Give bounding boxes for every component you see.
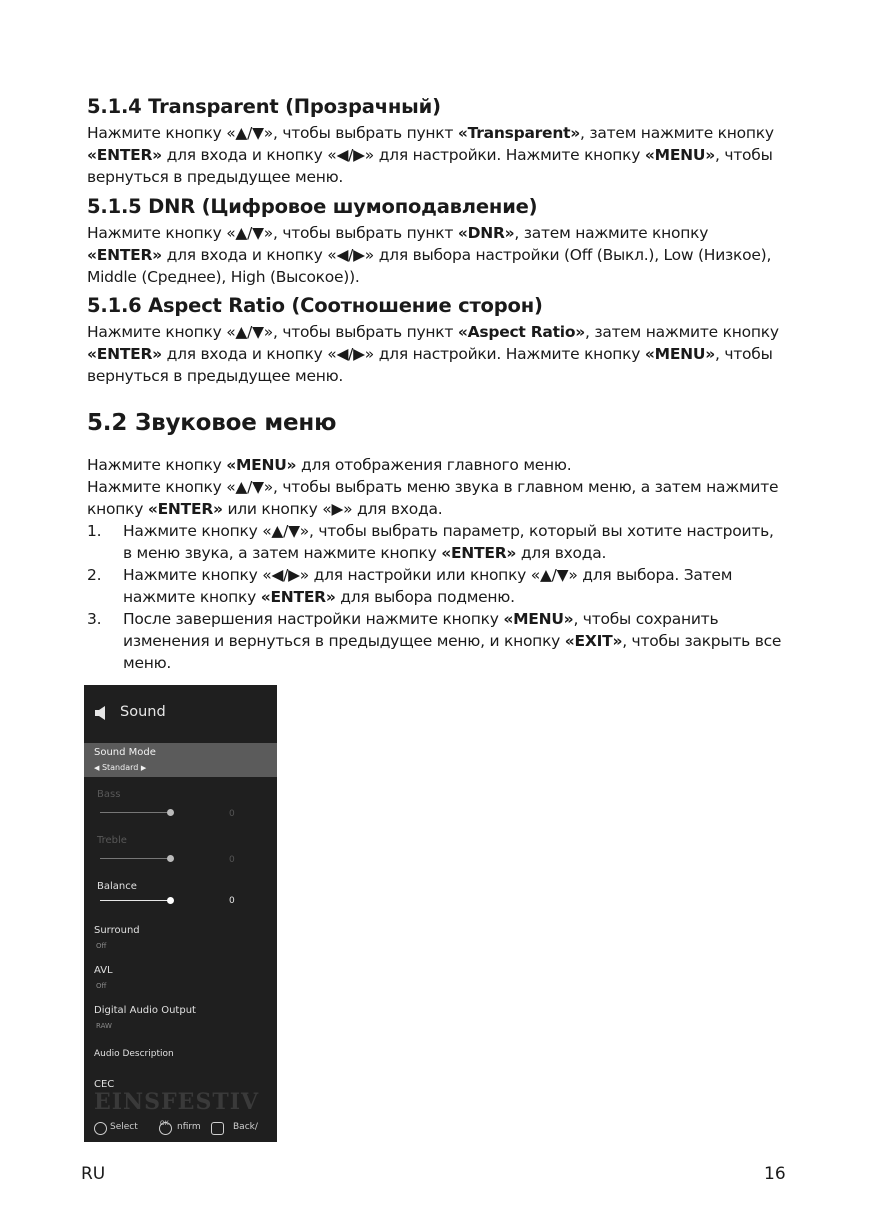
- slider-track: [100, 900, 170, 901]
- page-language: RU: [81, 1164, 106, 1184]
- slider-knob[interactable]: [167, 897, 174, 904]
- tv-item-label: Balance: [97, 881, 137, 892]
- tv-item-sound-mode[interactable]: [84, 743, 277, 777]
- tv-item-value: 0: [229, 896, 235, 906]
- slider-knob[interactable]: [167, 855, 174, 862]
- ok-icon-label: OK: [160, 1120, 169, 1127]
- tv-item-label: Sound Mode: [94, 747, 156, 758]
- slider-knob[interactable]: [167, 809, 174, 816]
- list-item: 2. Нажмите кнопку «◀/▶» для настройки или кнопку «▲/▼» для выбора. Затем нажмите кнопку «ENTER» для выбора подменю.: [87, 566, 733, 606]
- tv-item-label: AVL: [94, 965, 113, 976]
- tv-item-audio-description[interactable]: [84, 1049, 277, 1069]
- list-item: 1. Нажмите кнопку «▲/▼», чтобы выбрать параметр, который вы хотите настроить, в меню звука, а затем нажмите кнопку «ENTER» для входа.: [87, 522, 774, 562]
- tv-item-bass[interactable]: [84, 789, 277, 825]
- bass-slider[interactable]: [100, 809, 208, 817]
- tv-item-label: Surround: [94, 925, 140, 936]
- tv-item-label: Treble: [97, 835, 127, 846]
- tv-item-label: CEC: [94, 1079, 115, 1090]
- tv-item-value: Off: [96, 982, 107, 990]
- section-text-transparent: Нажмите кнопку «▲/▼», чтобы выбрать пункт «Transparent», затем нажмите кнопку «ENTER» для входа и кнопку «◀/▶» для настройки. Нажмите кнопку «MENU», чтобы вернуться в предыдущее меню.: [87, 124, 774, 186]
- tv-menu-title: Sound: [120, 704, 166, 720]
- watermark-logo: EINSFESTIV: [94, 1089, 260, 1115]
- tv-item-avl[interactable]: [84, 965, 277, 999]
- section-title-aspect-ratio: 5.1.6 Aspect Ratio (Соотношение сторон): [87, 294, 543, 317]
- footer-select-label: Select: [110, 1122, 138, 1132]
- tv-item-treble[interactable]: [84, 835, 277, 871]
- tv-item-label: Digital Audio Output: [94, 1005, 196, 1016]
- tv-item-value: RAW: [96, 1022, 112, 1030]
- right-arrow-icon: ▶: [140, 764, 147, 772]
- tv-menu-header: [84, 685, 277, 743]
- tv-item-value: 0: [229, 809, 235, 819]
- tv-item-label: Audio Description: [94, 1049, 174, 1059]
- balance-slider[interactable]: [100, 897, 208, 905]
- tv-menu-footer: [84, 1119, 277, 1139]
- page-number: 16: [764, 1164, 786, 1184]
- slider-track: [100, 858, 170, 859]
- list-item: 3. После завершения настройки нажмите кнопку «MENU», чтобы сохранить изменения и вернуться в предыдущее меню, и кнопку «EXIT», чтобы закрыть все меню.: [87, 610, 782, 672]
- tv-sound-menu-screenshot: [84, 685, 277, 1142]
- sound-menu-title: 5.2 Звуковое меню: [87, 410, 337, 436]
- footer-back-label: Back/: [233, 1122, 258, 1132]
- slider-track: [100, 812, 170, 813]
- speaker-icon: [94, 706, 108, 720]
- back-icon: [211, 1122, 224, 1135]
- section-title-dnr: 5.1.5 DNR (Цифровое шумоподавление): [87, 195, 538, 218]
- section-text-dnr: Нажмите кнопку «▲/▼», чтобы выбрать пункт «DNR», затем нажмите кнопку «ENTER» для входа и кнопку «◀/▶» для выбора настройки (Off (Выкл.), Low (Низкое), Middle (Среднее), High (Высокое)).: [87, 224, 772, 286]
- tv-item-digital-audio-output[interactable]: [84, 1005, 277, 1039]
- tv-item-label: Bass: [97, 789, 121, 800]
- tv-item-value: ◀ Standard ▶: [94, 763, 147, 772]
- tv-item-surround[interactable]: [84, 925, 277, 959]
- sound-menu-intro: Нажмите кнопку «MENU» для отображения главного меню. Нажмите кнопку «▲/▼», чтобы выбрать меню звука в главном меню, а затем нажмите кнопку «ENTER» или кнопку «▶» для входа.: [87, 456, 779, 518]
- left-arrow-icon: ◀: [94, 764, 100, 772]
- treble-slider[interactable]: [100, 855, 208, 863]
- tv-item-value: 0: [229, 855, 235, 865]
- section-text-aspect-ratio: Нажмите кнопку «▲/▼», чтобы выбрать пункт «Aspect Ratio», затем нажмите кнопку «ENTER» для входа и кнопку «◀/▶» для настройки. Нажмите кнопку «MENU», чтобы вернуться в предыдущее меню.: [87, 323, 779, 385]
- tv-item-value: Off: [96, 942, 107, 950]
- select-icon: [94, 1122, 107, 1135]
- sound-menu-steps: [87, 520, 787, 674]
- footer-confirm-label: nfirm: [177, 1122, 201, 1132]
- tv-item-balance[interactable]: [84, 881, 277, 917]
- section-title-transparent: 5.1.4 Transparent (Прозрачный): [87, 95, 441, 118]
